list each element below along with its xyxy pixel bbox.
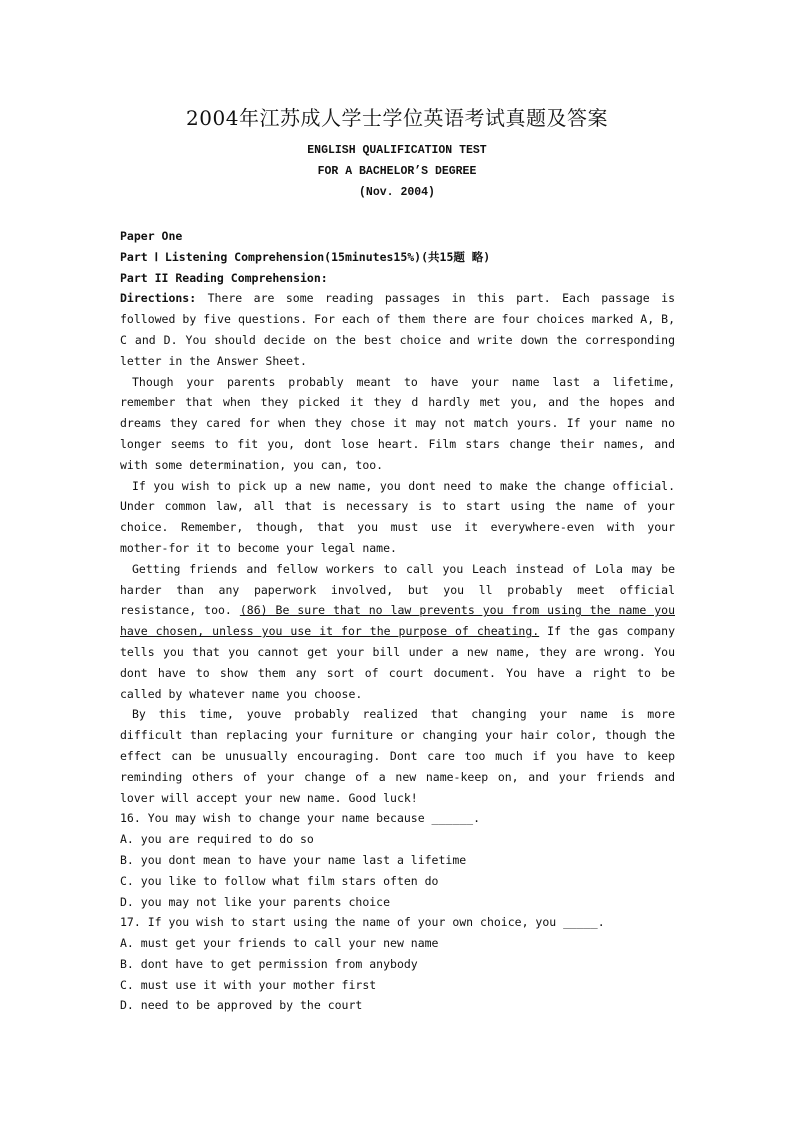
underlined-sentence: have chosen, unless you use it for the purpose of cheating.: [120, 624, 540, 639]
answer-option: D. you may not like your parents choice: [120, 894, 391, 909]
passage-line: longer seems to fit you, dont lose heart. Film stars change their names, and: [120, 436, 675, 451]
passage-line: dreams they cared for when they chose it may not match yours. If your name no: [120, 416, 675, 431]
directions-label: Directions:: [120, 291, 197, 306]
passage-line: By this time, youve probably realized that changing your name is more: [132, 707, 675, 722]
passage-line: reminding others of your change of a new name-keep on, and your friends and: [120, 769, 675, 784]
answer-option: C. you like to follow what film stars often do: [120, 873, 439, 888]
passage-line: effect can be unusually encouraging. Dont care too much if you have to keep: [120, 748, 675, 763]
passage-line: dont have to show them any sort of court document. You have a right to be: [120, 665, 675, 680]
question-stem: 17. If you wish to start using the name of your own choice, you _____.: [120, 915, 605, 930]
document-body: [120, 226, 675, 1016]
passage-line: If you wish to pick up a new name, you dont need to make the change official.: [132, 478, 675, 493]
answer-option: D. need to be approved by the court: [120, 998, 363, 1013]
passage-line: Though your parents probably meant to have your name last a lifetime,: [132, 374, 675, 389]
directions-line: Directions: There are some reading passages in this part. Each passage is: [120, 291, 675, 306]
passage-line: called by whatever name you choose.: [120, 686, 363, 701]
passage-line: choice. Remember, though, that you must use it everywhere-even with your: [120, 520, 675, 535]
passage-line: with some determination, you can, too.: [120, 457, 384, 472]
directions-line: followed by five questions. For each of them there are four choices marked A, B,: [120, 312, 675, 327]
answer-option: A. you are required to do so: [120, 832, 314, 847]
passage-line: Under common law, all that is necessary is to start using the name of your: [120, 499, 675, 514]
passage-line: tells you that you cannot get your bill under a new name, they are wrong. You: [120, 644, 675, 659]
directions-line: letter in the Answer Sheet.: [120, 353, 307, 368]
part1-heading: Part Ⅰ Listening Comprehension(15minutes15%)(共15题 略): [120, 249, 491, 264]
passage-line: remember that when they picked it they d hardly met you, and the hopes and: [120, 395, 675, 410]
passage-line: lover will accept your new name. Good luck!: [120, 790, 418, 805]
document-title: 2004年江苏成人学士学位英语考试真题及答案: [186, 106, 608, 130]
answer-option: A. must get your friends to call your new name: [120, 936, 439, 951]
passage-line: Getting friends and fellow workers to call you Leach instead of Lola may be: [132, 561, 675, 576]
paper-heading: Paper One: [120, 229, 183, 243]
answer-option: B. dont have to get permission from anybody: [120, 956, 418, 971]
underlined-sentence: (86) Be sure that no law prevents you from using the name you: [239, 603, 675, 618]
passage-line: have chosen, unless you use it for the purpose of cheating. If the gas company: [120, 624, 675, 639]
passage-line: resistance, too. (86) Be sure that no law prevents you from using the name you: [120, 603, 675, 618]
test-name-line2: FOR A BACHELOR’S DEGREE: [317, 165, 477, 178]
answer-option: B. you dont mean to have your name last a lifetime: [120, 852, 467, 867]
part2-heading: Part II Reading Comprehension:: [120, 270, 328, 285]
test-name-line1: ENGLISH QUALIFICATION TEST: [307, 144, 487, 157]
question-stem: 16. You may wish to change your name because ______.: [120, 811, 481, 826]
passage-line: difficult than replacing your furniture or changing your hair color, though the: [120, 728, 675, 743]
test-date: (Nov. 2004): [359, 186, 435, 199]
passage-line: harder than any paperwork involved, but you ll probably meet official: [120, 582, 675, 597]
passage-line: mother-for it to become your legal name.: [120, 540, 397, 555]
answer-option: C. must use it with your mother first: [120, 977, 377, 992]
directions-line: C and D. You should decide on the best choice and write down the corresponding: [120, 332, 675, 347]
